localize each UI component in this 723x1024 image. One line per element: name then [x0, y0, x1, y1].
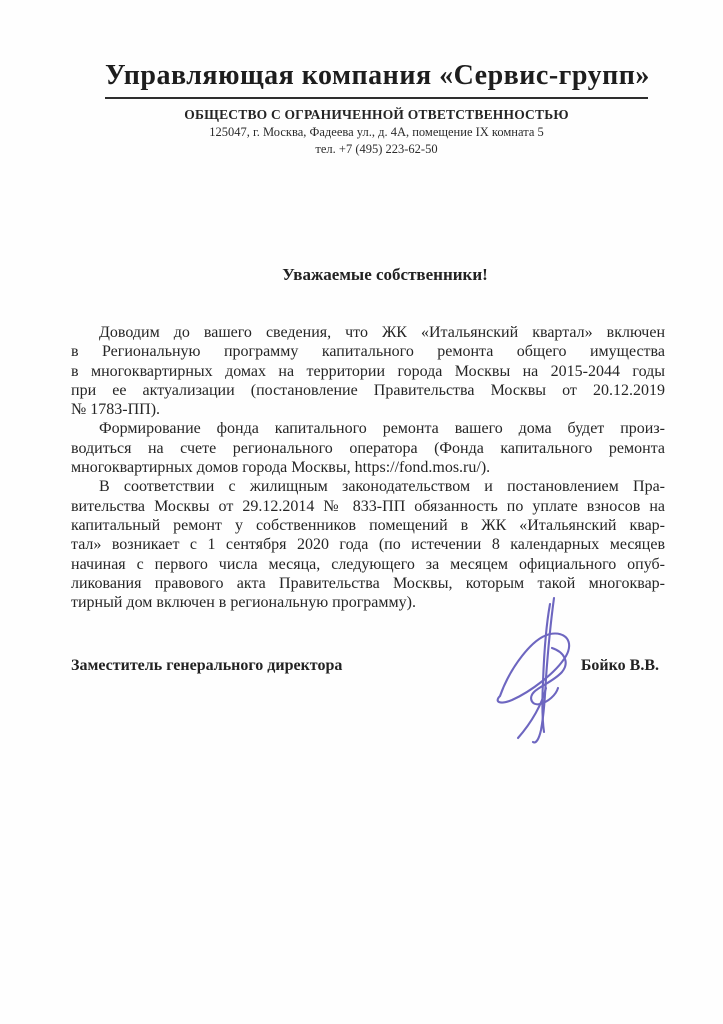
paragraph-3-line: тирный дом включен в региональную программу). [71, 594, 416, 612]
letter-body [71, 323, 665, 612]
paragraph-2-line: Формирование фонда капитального ремонта вашего дома будет произ- [99, 420, 665, 438]
signer-title: Заместитель генерального директора [71, 657, 343, 674]
company-name: Управляющая компания «Сервис-групп» [105, 60, 648, 99]
paragraph-3-line: вительства Москвы от 29.12.2014 № 833-ПП обязанность по уплате взносов на [71, 497, 665, 515]
org-type-line: ОБЩЕСТВО С ОГРАНИЧЕННОЙ ОТВЕТСТВЕННОСТЬЮ [184, 107, 569, 122]
paragraph-3-line: капитальный ремонт у собственников помещений в ЖК «Итальянский квар- [71, 516, 665, 534]
paragraph-1-line: Доводим до вашего сведения, что ЖК «Итальянский квартал» включен [99, 324, 665, 341]
phone-line: тел. +7 (495) 223-62-50 [315, 142, 438, 156]
paragraph-1-line: в многоквартирных домах на территории города Москвы на 2015-2044 годы [71, 362, 665, 380]
paragraph-3-line: ликования правового акта Правительства Москвы, которым такой многоквар- [71, 574, 665, 592]
paragraph-1-line: в Региональную программу капитального ремонта общего имущества [71, 343, 665, 361]
paragraph-2-line: многоквартирных домов города Москвы, https://fond.mos.ru/). [71, 459, 491, 477]
paragraph-3-line: тал» возникает с 1 сентября 2020 года (по истечении 8 календарных месяцев [71, 536, 665, 554]
letterhead [105, 60, 648, 157]
paragraph-2-line: водиться на счете регионального оператора (Фонда капитального ремонта [71, 439, 665, 457]
signer-name: Бойко В.В. [580, 657, 659, 674]
paragraph-3-line: В соответствии с жилищным законодательством и постановлением Пра- [99, 478, 665, 496]
salutation: Уважаемые собственники! [282, 265, 488, 284]
address-line: 125047, г. Москва, Фадеева ул., д. 4А, помещение IX комната 5 [209, 125, 544, 139]
paragraph-1-line: при ее актуализации (постановление Правительства Москвы от 20.12.2019 [71, 381, 665, 399]
signature-block [71, 657, 665, 675]
paragraph-1-line: № 1783-ПП). [71, 401, 161, 419]
paragraph-3-line: начиная с первого числа месяца, следующего за месяцем официального опуб- [71, 555, 665, 573]
